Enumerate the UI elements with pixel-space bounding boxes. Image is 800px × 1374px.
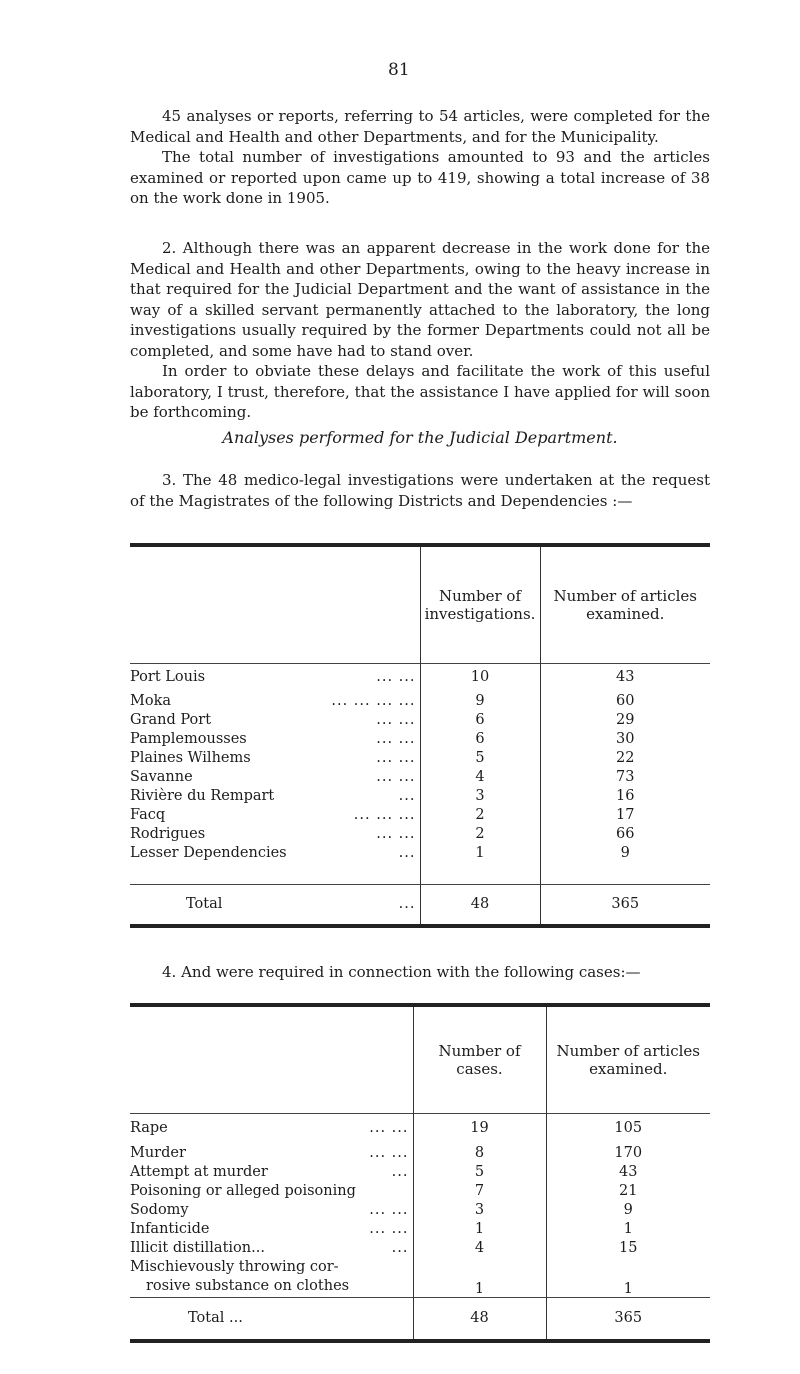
col-articles-header: Number of articles examined. bbox=[540, 545, 710, 663]
cases-table-corner bbox=[130, 1005, 413, 1113]
investigations-value: 1 bbox=[420, 843, 540, 862]
district-name: Savanne bbox=[130, 768, 193, 785]
articles-value: 29 bbox=[540, 710, 710, 729]
districts-table-corner bbox=[130, 545, 420, 663]
paragraph-2-line-1: 2. Although there was an apparent decrease in the work done for the Medical and Health and other Departments, owing to the heavy increase in that required for the Judicial Department and the want of assistance in the way of a skilled servant permanently attached to the laboratory, the long investigations usually required by the former Departments could not all be completed, and some have had to stand over. bbox=[130, 239, 710, 360]
table-row bbox=[130, 663, 420, 691]
table-row bbox=[130, 786, 420, 805]
dots: ... ... bbox=[369, 1220, 409, 1237]
paragraph-3 bbox=[130, 470, 710, 511]
dots: ... bbox=[398, 787, 416, 804]
section-heading: Analyses performed for the Judicial Department. bbox=[222, 428, 618, 447]
total-label: Total ... bbox=[188, 1310, 243, 1327]
total-articles: 365 bbox=[540, 884, 710, 926]
col-articles-header: Number of articles examined. bbox=[546, 1005, 710, 1113]
articles-value: 170 bbox=[546, 1143, 710, 1162]
paragraph-2-line-2: In order to obviate these delays and facilitate the work of this useful laboratory, I trust, therefore, that the assistance I have applied for will soon be forthcoming. bbox=[130, 362, 710, 421]
total-articles: 365 bbox=[546, 1297, 710, 1341]
page-number: 81 bbox=[388, 60, 410, 80]
district-name: Port Louis bbox=[130, 669, 206, 686]
col-investigations-header: Number of investigations. bbox=[420, 545, 540, 663]
table-row bbox=[130, 1113, 413, 1143]
articles-value: 105 bbox=[546, 1113, 710, 1143]
investigations-value: 3 bbox=[420, 786, 540, 805]
dots: ... ... ... bbox=[353, 806, 416, 823]
district-name: Rivière du Rempart bbox=[130, 787, 275, 804]
articles-value: 16 bbox=[540, 786, 710, 805]
case-type: Sodomy bbox=[130, 1201, 189, 1218]
districts-table bbox=[130, 543, 710, 928]
table-row bbox=[130, 710, 420, 729]
articles-value: 60 bbox=[540, 691, 710, 710]
investigations-value: 9 bbox=[420, 691, 540, 710]
investigations-value: 6 bbox=[420, 729, 540, 748]
paragraph-2 bbox=[130, 238, 710, 423]
cases-value: 7 bbox=[413, 1181, 546, 1200]
total-label: Total bbox=[186, 896, 223, 913]
articles-value: 66 bbox=[540, 824, 710, 843]
paragraph-3-text: 3. The 48 medico-legal investigations were undertaken at the request of the Magistrates of the following Districts and Dependencies :— bbox=[130, 471, 710, 510]
case-type: Illicit distillation... bbox=[130, 1239, 265, 1256]
investigations-value: 10 bbox=[420, 663, 540, 691]
table-row bbox=[130, 824, 420, 843]
articles-value: 15 bbox=[546, 1238, 710, 1257]
case-type-line-1: Mischievously throwing cor- bbox=[130, 1258, 339, 1275]
table-row bbox=[130, 805, 420, 824]
table-row bbox=[130, 1181, 413, 1200]
table-row bbox=[130, 767, 420, 786]
table-row bbox=[130, 843, 420, 862]
cases-value: 1 bbox=[413, 1257, 546, 1297]
case-type: Infanticide bbox=[130, 1220, 210, 1237]
cases-value: 3 bbox=[413, 1200, 546, 1219]
total-row bbox=[130, 1297, 413, 1341]
investigations-value: 4 bbox=[420, 767, 540, 786]
cases-value: 4 bbox=[413, 1238, 546, 1257]
table-row bbox=[130, 748, 420, 767]
paragraph-4-text: 4. And were required in connection with the following cases:— bbox=[162, 963, 641, 981]
articles-value: 30 bbox=[540, 729, 710, 748]
case-type: Attempt at murder bbox=[130, 1163, 268, 1180]
articles-value: 43 bbox=[540, 663, 710, 691]
district-name: Pamplemousses bbox=[130, 730, 247, 747]
cases-table bbox=[130, 1003, 710, 1343]
total-investigations: 48 bbox=[420, 884, 540, 926]
dots: ... ... bbox=[376, 768, 416, 785]
articles-value: 1 bbox=[546, 1257, 710, 1297]
articles-value: 9 bbox=[540, 843, 710, 862]
district-name: Grand Port bbox=[130, 711, 212, 728]
investigations-value: 2 bbox=[420, 805, 540, 824]
table-row bbox=[130, 1219, 413, 1238]
case-type-line-2: rosive substance on clothes bbox=[146, 1277, 350, 1294]
paragraph-4 bbox=[130, 962, 710, 983]
table-row bbox=[130, 691, 420, 710]
district-name: Moka bbox=[130, 692, 172, 709]
articles-value: 43 bbox=[546, 1162, 710, 1181]
dots: ... ... bbox=[369, 1120, 409, 1137]
dots: ... ... ... ... bbox=[331, 692, 416, 709]
cases-value: 5 bbox=[413, 1162, 546, 1181]
district-name: Rodrigues bbox=[130, 825, 206, 842]
dots: ... ... bbox=[376, 749, 416, 766]
case-type: Rape bbox=[130, 1120, 168, 1137]
dots: ... ... bbox=[376, 730, 416, 747]
dots: ... ... bbox=[376, 669, 416, 686]
table-row bbox=[130, 729, 420, 748]
table-row bbox=[130, 1162, 413, 1181]
articles-value: 9 bbox=[546, 1200, 710, 1219]
dots: ... bbox=[391, 1239, 409, 1256]
case-type: Murder bbox=[130, 1144, 186, 1161]
dots: ... ... bbox=[376, 825, 416, 842]
articles-value: 22 bbox=[540, 748, 710, 767]
district-name: Plaines Wilhems bbox=[130, 749, 251, 766]
investigations-value: 2 bbox=[420, 824, 540, 843]
district-name: Lesser Dependencies bbox=[130, 844, 287, 861]
dots: ... bbox=[398, 896, 416, 913]
dots: ... ... bbox=[369, 1201, 409, 1218]
cases-value: 19 bbox=[413, 1113, 546, 1143]
paragraph-1-line-1: 45 analyses or reports, referring to 54 articles, were completed for the Medical and Health and other Departments, and for the Municipality. bbox=[130, 107, 710, 146]
total-cases: 48 bbox=[413, 1297, 546, 1341]
col-cases-header: Number of cases. bbox=[413, 1005, 546, 1113]
cases-value: 1 bbox=[413, 1219, 546, 1238]
articles-value: 1 bbox=[546, 1219, 710, 1238]
investigations-value: 5 bbox=[420, 748, 540, 767]
articles-value: 73 bbox=[540, 767, 710, 786]
cases-value: 8 bbox=[413, 1143, 546, 1162]
dots: ... bbox=[391, 1163, 409, 1180]
table-row bbox=[130, 1200, 413, 1219]
table-row bbox=[130, 1257, 413, 1297]
paragraph-1 bbox=[130, 106, 710, 209]
table-row bbox=[130, 1143, 413, 1162]
investigations-value: 6 bbox=[420, 710, 540, 729]
dots: ... ... bbox=[369, 1144, 409, 1161]
total-row bbox=[130, 884, 420, 926]
articles-value: 17 bbox=[540, 805, 710, 824]
district-name: Facq bbox=[130, 806, 166, 823]
dots: ... bbox=[398, 844, 416, 861]
dots: ... ... bbox=[376, 711, 416, 728]
table-row bbox=[130, 1238, 413, 1257]
articles-value: 21 bbox=[546, 1181, 710, 1200]
case-type: Poisoning or alleged poisoning bbox=[130, 1182, 356, 1199]
paragraph-1-line-2: The total number of investigations amounted to 93 and the articles examined or reported upon came up to 419, showing a total increase of 38 on the work done in 1905. bbox=[130, 148, 710, 207]
